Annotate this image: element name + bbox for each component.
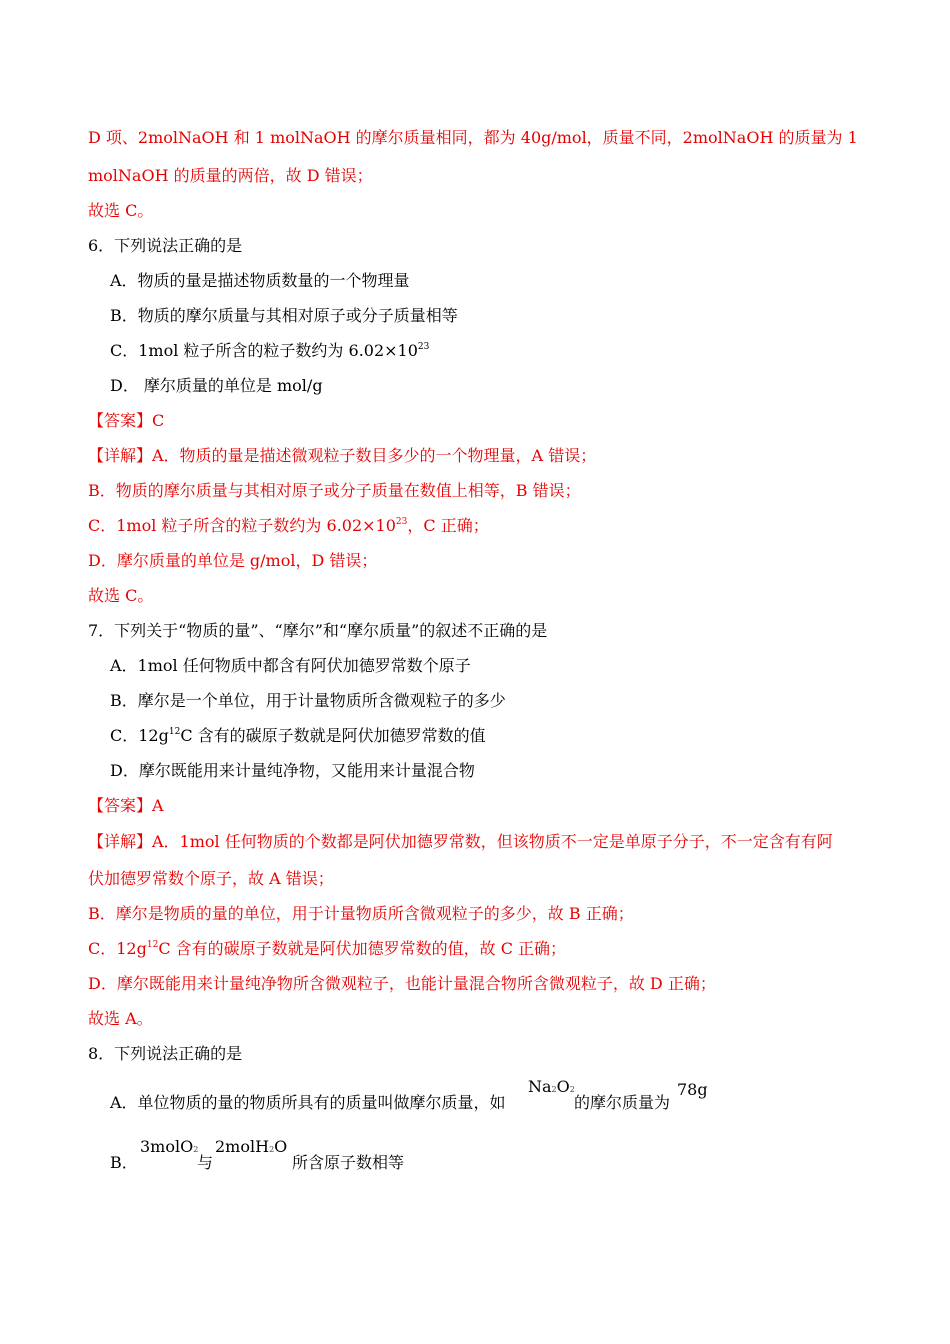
q6-option-c-text: C．1mol 粒子所含的粒子数约为 6.02×10 (110, 341, 418, 360)
q8-option-b-label: B． (110, 1153, 138, 1172)
q5-conclusion: 故选 C。 (88, 201, 154, 220)
q7-option-d: D．摩尔既能用来计量纯净物，又能用来计量混合物 (110, 761, 475, 780)
q8-option-b-formula2 (215, 1138, 287, 1159)
q6-explanation-c (88, 516, 489, 536)
q7-option-c (110, 726, 486, 746)
q6-option-c (110, 341, 429, 361)
q7-option-b: B．摩尔是一个单位，用于计量物质所含微观粒子的多少 (110, 691, 506, 710)
q8-option-a-value: 78g (677, 1080, 708, 1099)
q8-option-a-formula-na: Na (528, 1077, 552, 1096)
q6-explanation-d: D．摩尔质量的单位是 g/mol，D 错误； (88, 551, 378, 570)
q8-option-b-text: 所含原子数相等 (292, 1153, 405, 1172)
q8-option-a-formula (528, 1078, 575, 1099)
q5-explanation-d-line1: D 项、2molNaOH 和 1 molNaOH 的摩尔质量相同，都为 40g/mol，质量不同，2molNaOH 的质量为 1 (88, 128, 858, 147)
q7-explanation-c-tail: C 含有的碳原子数就是阿伏加德罗常数的值，故 C 正确； (158, 939, 567, 958)
q6-explanation-c-exponent: 23 (395, 517, 408, 527)
q6-explanation-c-tail: ，C 正确； (407, 516, 489, 535)
q7-option-c-text: C．12g (110, 726, 169, 745)
q8-option-a-formula-o: O (556, 1077, 570, 1096)
q7-stem: 7．下列关于“物质的量”、“摩尔”和“摩尔质量”的叙述不正确的是 (88, 621, 548, 640)
q7-explanation-b: B．摩尔是物质的量的单位，用于计量物质所含微观粒子的多少，故 B 正确； (88, 904, 634, 923)
q8-option-a-text2: 的摩尔质量为 (574, 1093, 671, 1112)
q6-explanation-c-text: C．1mol 粒子所含的粒子数约为 6.02×10 (88, 516, 396, 535)
q7-explanation-c (88, 939, 566, 959)
q8-option-b-formula1-text: 3molO (140, 1137, 194, 1156)
q6-option-a: A．物质的量是描述物质数量的一个物理量 (110, 271, 410, 290)
q6-stem: 6．下列说法正确的是 (88, 236, 243, 255)
q6-conclusion: 故选 C。 (88, 586, 154, 605)
q8-option-b-formula2-tail: O (274, 1137, 288, 1156)
q7-option-c-tail: C 含有的碳原子数就是阿伏加德罗常数的值 (180, 726, 486, 745)
q8-option-a-text: A．单位物质的量的物质所具有的质量叫做摩尔质量，如 (110, 1093, 506, 1112)
q7-option-c-isotope: 12 (168, 727, 181, 737)
q7-explanation-a-line1: 【详解】A．1mol 任何物质的个数都是阿伏加德罗常数，但该物质不一定是单原子分子，不一定含有有阿 (88, 832, 833, 851)
q7-explanation-c-isotope: 12 (146, 940, 159, 950)
q5-explanation-d-line2: molNaOH 的质量的两倍，故 D 错误； (88, 166, 373, 185)
q6-option-b: B．物质的摩尔质量与其相对原子或分子质量相等 (110, 306, 458, 325)
q8-stem: 8．下列说法正确的是 (88, 1044, 243, 1063)
q7-answer: 【答案】A (88, 796, 164, 815)
q8-option-a-formula-sub2: 2 (569, 1085, 575, 1094)
q8-option-b-connector: 与 (197, 1153, 214, 1172)
q8-option-a-formula-sub1: 2 (551, 1085, 557, 1094)
q7-option-a: A．1mol 任何物质中都含有阿伏加德罗常数个原子 (110, 656, 471, 675)
q6-answer: 【答案】C (88, 411, 165, 430)
q6-option-d: D． 摩尔质量的单位是 mol/g (110, 376, 323, 395)
q8-option-b-formula2-text: 2molH (215, 1137, 270, 1156)
q7-explanation-c-text: C．12g (88, 939, 147, 958)
q7-explanation-a-line2: 伏加德罗常数个原子，故 A 错误； (88, 869, 334, 888)
q6-explanation-a: 【详解】A．物质的量是描述微观粒子数目多少的一个物理量，A 错误； (88, 446, 597, 465)
q7-explanation-d: D．摩尔既能用来计量纯净物所含微观粒子，也能计量混合物所含微观粒子，故 D 正确； (88, 974, 716, 993)
q8-option-b-formula1 (140, 1138, 198, 1159)
q7-conclusion: 故选 A。 (88, 1009, 153, 1028)
q6-option-c-exponent: 23 (417, 342, 430, 352)
q6-explanation-b: B．物质的摩尔质量与其相对原子或分子质量在数值上相等，B 错误； (88, 481, 581, 500)
q8-option-b-formula2-sub: 2 (269, 1145, 275, 1154)
q8-option-b-formula1-sub: 2 (193, 1145, 199, 1154)
